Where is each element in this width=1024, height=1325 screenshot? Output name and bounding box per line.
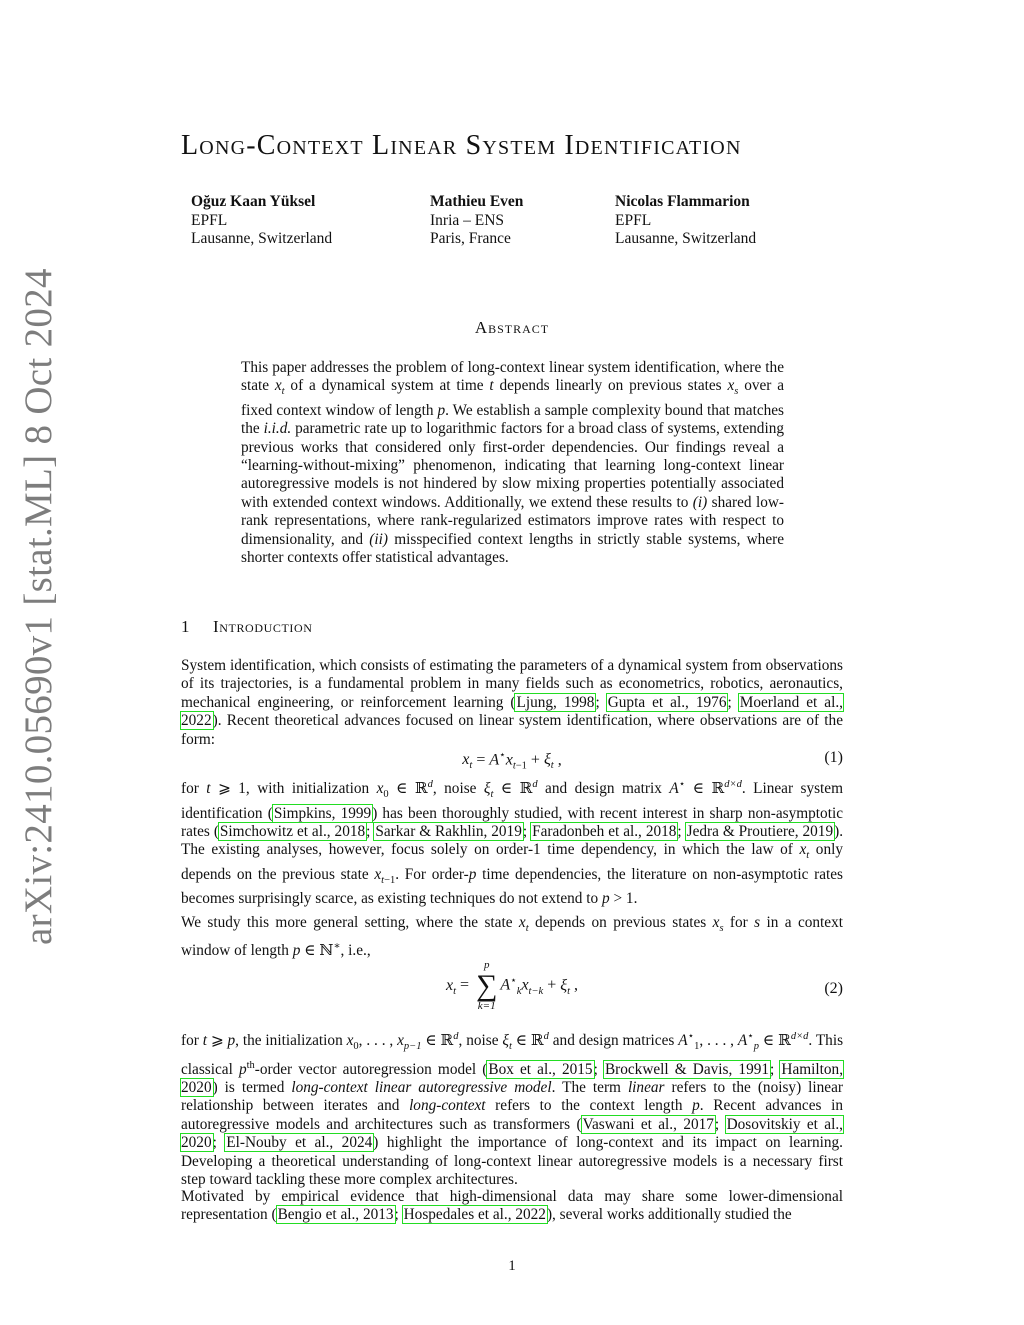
citation-link[interactable]: Hospedales et al., 2022 bbox=[403, 1206, 546, 1224]
intro-paragraph: Motivated by empirical evidence that high-dimensional data may share some lower-dimensional representation (Bengio et al., 2013; Hospedales et al., 2022), several works additionally studied the bbox=[181, 1188, 843, 1224]
citation-link[interactable]: Faradonbeh et al., 2018 bbox=[532, 822, 677, 840]
author-block bbox=[191, 193, 332, 249]
citation-link[interactable]: Bengio et al., 2013 bbox=[277, 1206, 394, 1224]
citation-link[interactable]: Hamilton, 2020 bbox=[181, 1060, 844, 1097]
citation-link[interactable]: Vaswani et al., 2017 bbox=[582, 1115, 714, 1133]
citation-link[interactable]: Simchowitz et al., 2018 bbox=[219, 822, 366, 840]
author-location: Lausanne, Switzerland bbox=[615, 230, 757, 247]
intro-paragraph: for t ⩾ 1, with initialization $x_0$ ∈ ℝ$^d$, noise $\xi_t$ ∈ ℝ$^d$ and design matrix A⋆ ∈ ℝ$^{d\times d}$. Linear system identification (Simpkins, 1999) has been thoroughly studied, with recent interest in sharp non-asymptotic rates (Simchowitz et al., 2018; Sarkar & Rakhlin, 2019; Faradonbeh et al., 2018; Jedra & Proutiere, 2019). The existing analyses, however, focus solely on order-1 time dependency, in which the law of $x_t$ only depends on the previous state $x_{t-1}$. For order-p time dependencies, the literature on non-asymptotic rates becomes surprisingly scarce, as existing techniques do not extend to p > 1. bbox=[181, 779, 844, 908]
author-affiliation: Inria – ENS bbox=[430, 211, 505, 229]
author-name: Nicolas Flammarion bbox=[615, 193, 750, 210]
equation-1: $x_t = A^⋆x_{t-1} + \xi_t$ , (1) bbox=[462, 749, 843, 772]
author-location: Paris, France bbox=[430, 230, 511, 247]
abstract-heading: Abstract bbox=[474, 318, 550, 337]
author-block bbox=[615, 193, 756, 249]
paper-title: Long-Context Linear System Identification bbox=[181, 130, 742, 161]
author-location: Lausanne, Switzerland bbox=[191, 230, 333, 247]
author-name: Mathieu Even bbox=[430, 193, 524, 210]
equation-number: (2) bbox=[824, 980, 843, 997]
citation-link[interactable]: El-Nouby et al., 2024 bbox=[226, 1134, 373, 1152]
abstract-text: This paper addresses the problem of long-context linear system identification, where the state $x_t$ of a dynamical system at time t depends linearly on previous states $x_s$ over a fixed context window of length p. We establish a sample complexity bound that matches the i.i.d. parametric rate up to logarithmic factors for a broad class of systems, extending previous works that considered only first-order dependencies. Our findings reveal a “learning-without-mixing” phenomenon, indicating that learning long-context linear autoregressive models is not hindered by slow mixing properties potentially associated with extended context windows. Additionally, we extend these results to (i) shared low-rank representations, where rank-regularized estimators improve rates with respect to dimensionality, and (ii) misspecified context lengths in strictly stable systems, where shorter contexts offer statistical advantages. bbox=[241, 359, 785, 567]
citation-link[interactable]: Brockwell & Davis, 1991 bbox=[604, 1060, 770, 1078]
citation-link[interactable]: Jedra & Proutiere, 2019 bbox=[686, 822, 834, 840]
citation-link[interactable]: Simpkins, 1999 bbox=[273, 804, 372, 822]
citation-link[interactable]: Gupta et al., 1976 bbox=[607, 693, 727, 711]
citation-link[interactable]: Box et al., 2015 bbox=[488, 1060, 593, 1078]
citation-link[interactable]: Moerland et al., 2022 bbox=[181, 693, 843, 730]
citation-link[interactable]: Dosovitskiy et al., 2020 bbox=[181, 1115, 843, 1152]
intro-paragraph: System identification, which consists of estimating the parameters of a dynamical system from observations of its trajectories, is a fundamental problem in many fields such as econometrics, robotics, aeronautics, mechanical engineering, or reinforcement learning (Ljung, 1998; Gupta et al., 1976; Moerland et al., 2022). Recent theoretical advances focused on linear system identification, where observations are of the form: bbox=[181, 657, 843, 748]
author-affiliation: EPFL bbox=[615, 211, 652, 229]
author-affiliation: EPFL bbox=[191, 211, 228, 229]
citation-link[interactable]: Sarkar & Rakhlin, 2019 bbox=[375, 822, 522, 840]
equation-number: (1) bbox=[824, 749, 843, 766]
page-number: 1 bbox=[508, 1258, 516, 1274]
intro-paragraph: We study this more general setting, where the state $x_t$ depends on previous states $x_s$ for s in a context window of length p ∈ ℕ∗, i.e., bbox=[181, 914, 843, 960]
author-name: Oğuz Kaan Yüksel bbox=[191, 193, 316, 210]
section-heading: 1 Introduction bbox=[181, 617, 313, 636]
intro-paragraph: for t ⩾ p, the initialization $x_0$, . . . , $x_{p-1}$ ∈ ℝ$^d$, noise $\xi_t$ ∈ ℝ$^d$ and design matrices $A^⋆_1$, . . . , $A^⋆_p$ ∈ ℝ$^{d\times d}$. This classical $p^{th}$-order vector autoregression model (Box et al., 2015; Brockwell & Davis, 1991; Hamilton, 2020) is termed long-context linear autoregressive model. The term linear refers to the (noisy) linear relationship between iterates and long-context refers to the context length p. Recent advances in autoregressive models and architectures such as transformers (Vaswani et al., 2017; Dosovitskiy et al., 2020; El-Nouby et al., 2024) highlight the importance of long-context and its impact on learning. Developing a theoretical understanding of long-context linear autoregressive models is a necessary first step toward tackling these more complex architectures. bbox=[181, 1031, 844, 1189]
citation-link[interactable]: Ljung, 1998 bbox=[516, 693, 595, 711]
arxiv-side-stamp: arXiv:2410.05690v1 [stat.ML] 8 Oct 2024 bbox=[17, 268, 60, 945]
equation-2: $x_t$ = p ∑ k=1 $A^⋆_kx_{t-k} + \xi_t$ , (2) bbox=[445, 959, 843, 1012]
author-block bbox=[430, 193, 523, 249]
